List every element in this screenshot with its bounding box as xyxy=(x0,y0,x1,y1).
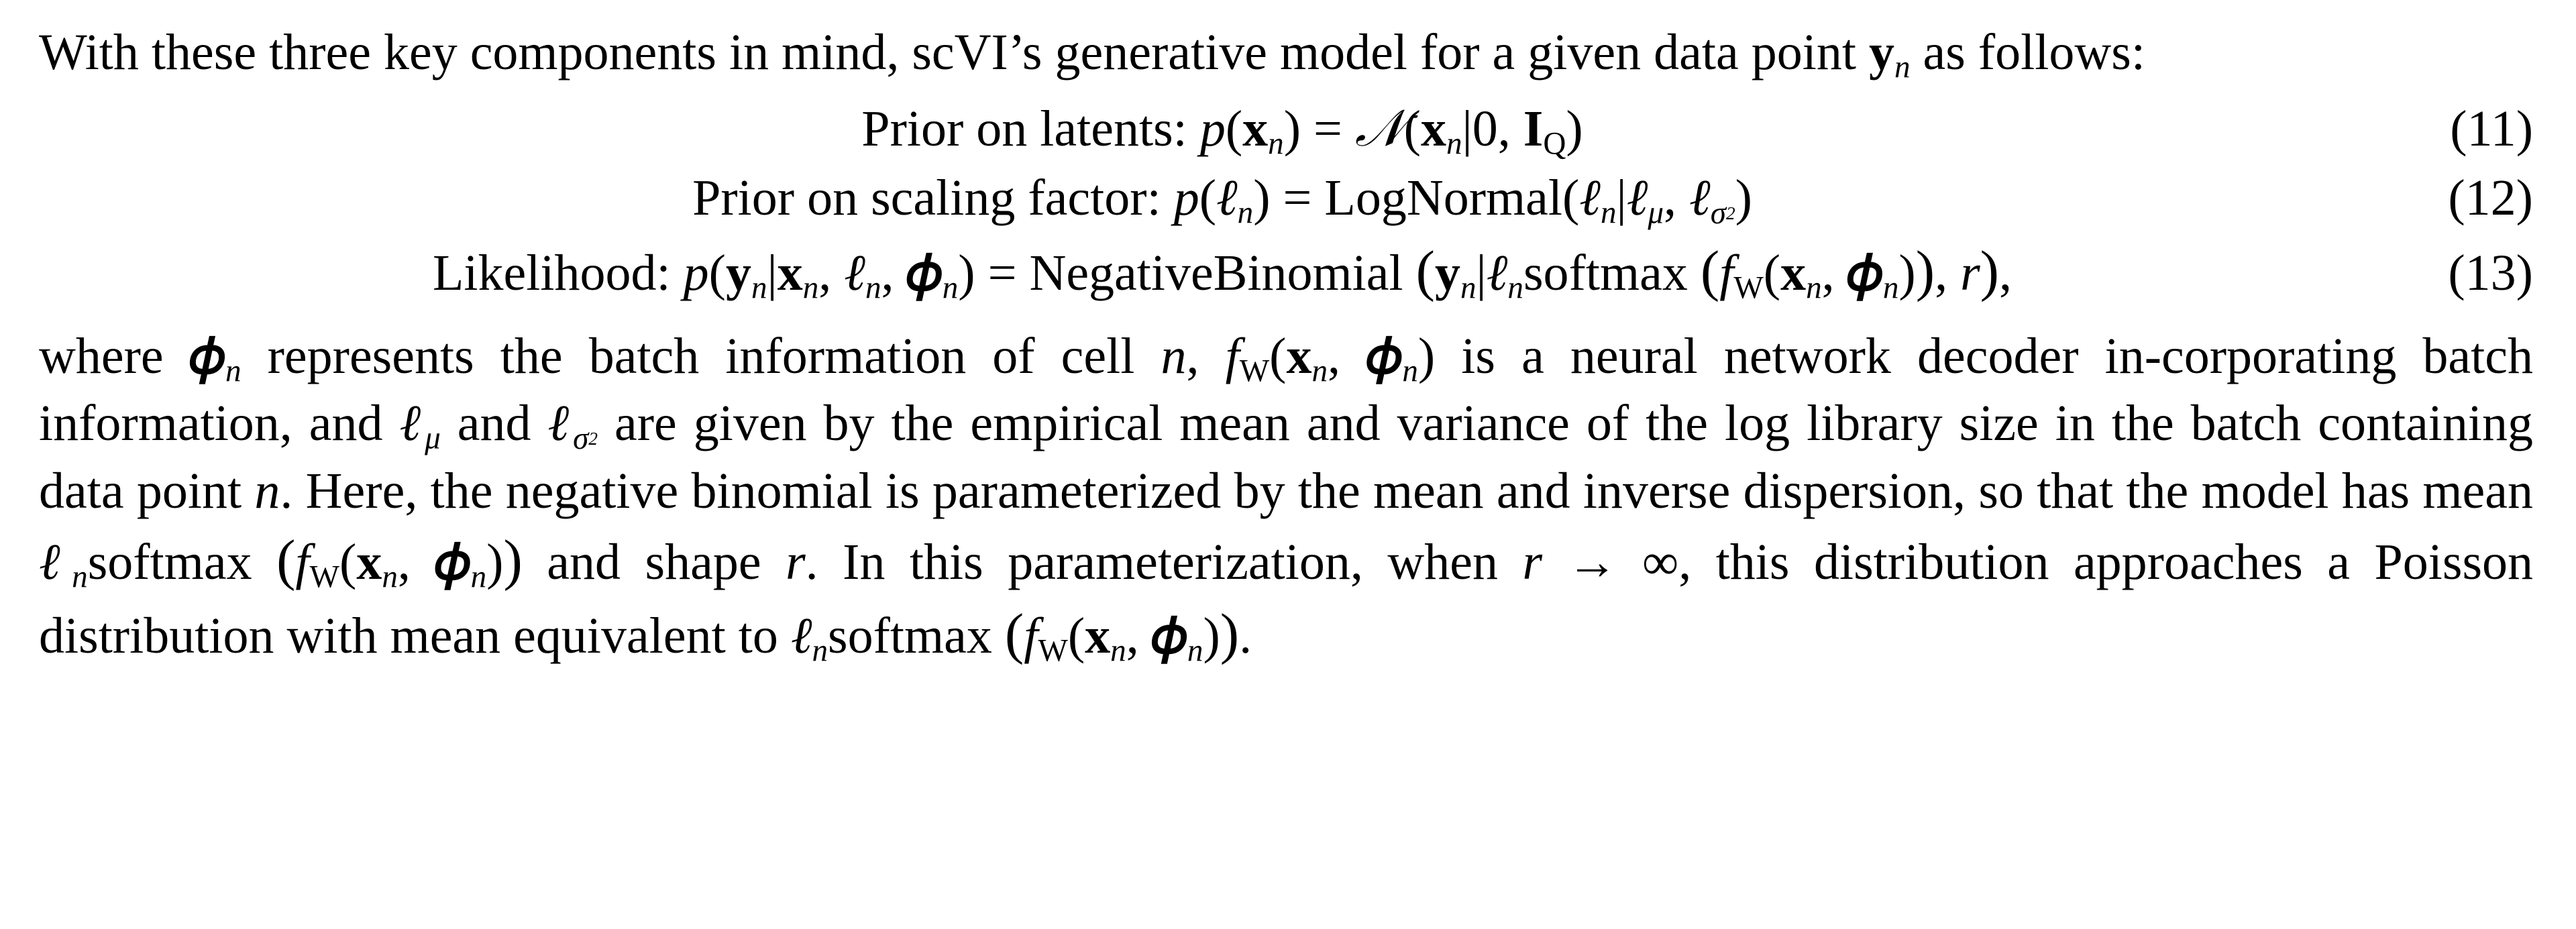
body-fragment-3: , xyxy=(1186,327,1226,384)
body-fragment-5: and xyxy=(440,395,548,452)
math-n-2: n xyxy=(254,462,280,519)
equation-12-tag: (12) xyxy=(2448,170,2533,227)
equation-row-11 xyxy=(39,97,2533,164)
equation-11-label: Prior on latents: xyxy=(861,100,1187,157)
equation-11-expression: $p(x_n)$ = $𝒩(x_n|0$, $I_Q$) xyxy=(1199,97,1583,161)
equation-block xyxy=(39,97,2533,308)
body-fragment-4: is a neural network decoder in-corporating batch information, and xyxy=(39,327,2533,452)
math-phi-n: 𝜙$_n$ xyxy=(189,327,241,389)
body-fragment-6: are given by the empirical mean and variance of the log library size in the batch containing data point xyxy=(39,395,2534,519)
equation-12-body xyxy=(39,167,2406,233)
body-fragment-9: . In this parameterization, when xyxy=(805,534,1523,591)
equation-12-label: Prior on scaling factor: xyxy=(692,170,1161,227)
equation-row-13 xyxy=(39,237,2533,308)
body-fragment-10: , this distribution approaches a Poisson distribution with mean equivalent to xyxy=(39,534,2534,664)
equation-13-label: Likelihood: xyxy=(433,245,671,302)
equation-row-12 xyxy=(39,167,2533,233)
math-ell-mu: ℓ$_\mu$ xyxy=(399,395,441,456)
math-f-w: $f_W(x_n$, 𝜙$_n$) xyxy=(1225,327,1436,389)
math-ell-n-softmax-2: ℓ$_n$softmax ($f_W(x_n$, 𝜙$_n$)) xyxy=(790,602,1240,668)
math-ell-n-softmax: ℓ$_n$softmax ($f_W(x_n$, 𝜙$_n$)) xyxy=(39,529,523,595)
equation-13-tag: (13) xyxy=(2448,245,2533,302)
body-fragment-7: . Here, the negative binomial is parameterized by the mean and inverse dispersion, so that the model has mean xyxy=(280,462,2534,519)
body-fragment-1: where xyxy=(39,327,190,384)
intro-text-after: as follows: xyxy=(1910,24,2145,80)
intro-text-before: With these three key components in mind, scVI’s generative model for a given data point xyxy=(39,24,1869,80)
equation-12-expression: p(ℓ$_n$) = LogNormal(ℓ$_n$|ℓ$_\mu$, ℓ$_{\sigma_2}$) xyxy=(1173,170,1752,231)
math-r: r xyxy=(786,534,806,591)
math-r-to-infinity: r → ∞ xyxy=(1522,534,1679,591)
equation-13-expression: $p(y_n|x_n$, ℓ$_n$, 𝜙$_n$) = NegativeBinomial ($y_n|\ell_nsoftmax$ ($f_W(x_n$, 𝜙$_n$)), r), xyxy=(683,239,2012,306)
equation-11-body xyxy=(39,97,2406,164)
equation-11-tag: (11) xyxy=(2450,100,2533,157)
math-ell-sigma2: ℓ$_{\sigma_2}$ xyxy=(547,395,598,456)
body-paragraph xyxy=(39,324,2533,671)
equation-13-body xyxy=(39,237,2406,308)
body-fragment-11: . xyxy=(1239,607,1252,664)
math-y-n: $y_n$ xyxy=(1868,24,1911,85)
intro-paragraph xyxy=(39,20,2533,88)
math-n: n xyxy=(1161,327,1187,384)
body-fragment-8: and shape xyxy=(522,534,786,591)
body-fragment-2: represents the batch information of cell xyxy=(241,327,1161,384)
